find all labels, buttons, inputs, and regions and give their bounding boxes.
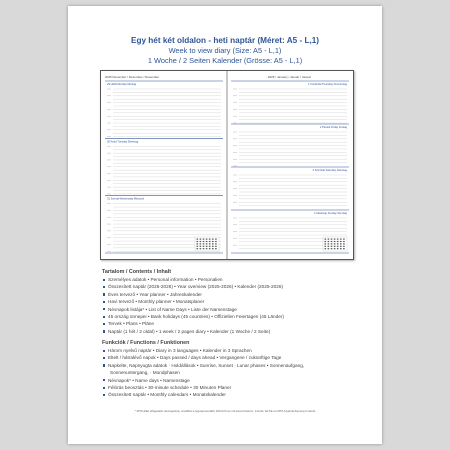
mini-calendar-day [209,246,211,247]
mini-calendar-day [334,248,336,249]
mini-calendar-day [331,246,333,247]
mini-calendar-day [209,243,211,244]
mini-calendar-day [325,246,327,247]
list-item: Három nyelvű naptár • Diary in 3 languages • Kalender in 3 Sprachen [102,347,352,354]
contents-title: Tartalom / Contents / Inhalt [102,269,172,275]
contents-section [102,268,352,335]
title-english: Week to view diary (Size: A5 - L,1) [168,46,282,55]
mini-calendar-day [328,239,330,240]
list-item: Sonnenuntergang, · Mondphasen [110,370,180,376]
mini-calendar-day [212,239,214,240]
mini-calendar-day [343,239,345,240]
mini-calendar-day [340,246,342,247]
mini-calendar-day [200,243,202,244]
mini-calendar-day [325,239,327,240]
day-heading: 31 Szerda Wednesday Mittwoch [107,197,145,201]
mini-calendar-day [215,248,217,249]
mini-calendar-day [203,243,205,244]
mini-calendar-day [212,241,214,242]
left-page-header: 2025 December / Dezember / December [105,75,160,79]
mini-calendar-day [203,239,205,240]
mini-calendar-day [343,243,345,244]
list-item: Félórás beosztás • 30-minute schedule • 30 Minuten Planer [102,384,352,391]
day-heading: 2 Péntek Friday Freitag [320,126,347,129]
mini-calendar-day [200,239,202,240]
mini-calendar-day [215,241,217,242]
mini-calendar-day [340,239,342,240]
mini-calendar-day [337,248,339,249]
list-item: Havi tervező • Monthly planner • Monatsplaner [102,298,352,305]
mini-calendar-day [325,243,327,244]
mini-calendar-day [200,241,202,242]
mini-calendar-day [206,248,208,249]
mini-calendar-day [325,241,327,242]
mini-calendar-day [206,239,208,240]
mini-calendar-day [328,248,330,249]
mini-calendar-day [212,248,214,249]
list-item: Névnapok listája* • List of Name Days • Liste der Namenstage [102,306,352,313]
mini-calendar-day [343,241,345,242]
diary-spread-image [100,70,354,260]
mini-calendar-day [337,243,339,244]
diary-spread-drawing [101,71,353,259]
mini-calendar-day [328,241,330,242]
list-item: Napkelte, Napnyugta adatok · Holdállások • Sunrise, Sunset · Lunar phases • Sonnenaufgang, [102,362,352,369]
mini-calendar-day [331,239,333,240]
day-heading: 1 Csütörtök Thursday Donnerstag [308,83,347,86]
mini-calendar-day [197,246,199,247]
mini-calendar-day [343,248,345,249]
mini-calendar-day [343,246,345,247]
mini-calendar-day [209,248,211,249]
mini-calendar-day [215,243,217,244]
mini-calendar-day [337,241,339,242]
mini-calendar-day [197,243,199,244]
title-block [68,36,382,65]
mini-calendar-day [331,248,333,249]
day-heading: 4 Vasárnap Sunday Sonntag [314,212,347,215]
mini-calendar-day [215,239,217,240]
functions-section [102,339,352,399]
day-heading: 29 Hétfő Monday Montag [107,83,137,86]
day-heading: 3 Szombat Saturday Samstag [312,169,347,172]
list-item: Összesített naptár • Monthly calendars • Monatskalender [102,391,352,398]
mini-calendar-day [200,246,202,247]
mini-calendar-day [340,241,342,242]
list-item: Személyes adatok • Personal information • Personalien [102,276,352,283]
mini-calendar-day [334,241,336,242]
list-item: Naptár (1 hét / 2 oldal) • 1 week / 2 pages diary • Kalender (1 Woche / 2 Seite) [102,328,352,335]
day-heading: 30 Kedd Tuesday Dienstag [107,140,139,144]
list-item: Összesített naptár (2025-2026) • Year overview (2025-2026) • Kalender (2025-2026) [102,283,352,290]
title-hungarian: Egy hét két oldalon - heti naptár (Méret: A5 - L,1) [130,36,320,45]
mini-calendar-day [334,239,336,240]
mini-calendar-day [206,246,208,247]
mini-calendar-day [197,241,199,242]
mini-calendar-day [197,239,199,240]
mini-calendar-day [209,241,211,242]
contents-list [102,276,352,335]
mini-calendar-day [206,243,208,244]
mini-calendar-day [212,243,214,244]
mini-calendar-day [340,248,342,249]
mini-calendar-day [203,246,205,247]
mini-calendar-day [203,248,205,249]
list-item: Éves tervező • Year planner • Jahreskalender [102,291,352,298]
mini-calendar-day [203,241,205,242]
mini-calendar-day [334,246,336,247]
product-sheet [68,6,382,444]
mini-calendar-day [337,239,339,240]
mini-calendar-day [325,248,327,249]
mini-calendar-day [215,246,217,247]
mini-calendar-day [328,243,330,244]
mini-calendar-day [340,243,342,244]
mini-calendar-day [328,246,330,247]
mini-calendar-day [197,248,199,249]
mini-calendar-day [209,239,211,240]
footnote: * MTA által elfogadott névnapokra, továbbá a legnépszerűbb 100 férfi és női keresztnévre. Forrás: ELTE és MTA Nyelvtudományi Intézet [134,409,316,413]
mini-calendar-day [200,248,202,249]
mini-calendar-day [331,241,333,242]
functions-title: Funkciók / Functions / Funktionen [102,340,190,346]
list-item: Névnapok* • Name days • Namenstage [102,377,352,384]
mini-calendar-day [206,241,208,242]
mini-calendar-day [334,243,336,244]
list-item: Eltelt / hátralévő napok • Days passed / days ahead • Vergangene / zukünftige Tage [102,354,352,361]
mini-calendar-day [337,246,339,247]
list-item: Tervek • Plans • Pläne [102,320,352,327]
title-german: 1 Woche / 2 Seiten Kalender (Grösse: A5 - L,1) [147,55,303,65]
mini-calendar-day [212,246,214,247]
functions-list [102,347,352,399]
mini-calendar-day [331,243,333,244]
list-item: 45 ország ünnepei • Bank holidays (45 countries) • Offiziellen Feiertagen (45 Länder) [102,313,352,320]
right-page-header: 2026 / January / Január / Januar [267,75,311,79]
